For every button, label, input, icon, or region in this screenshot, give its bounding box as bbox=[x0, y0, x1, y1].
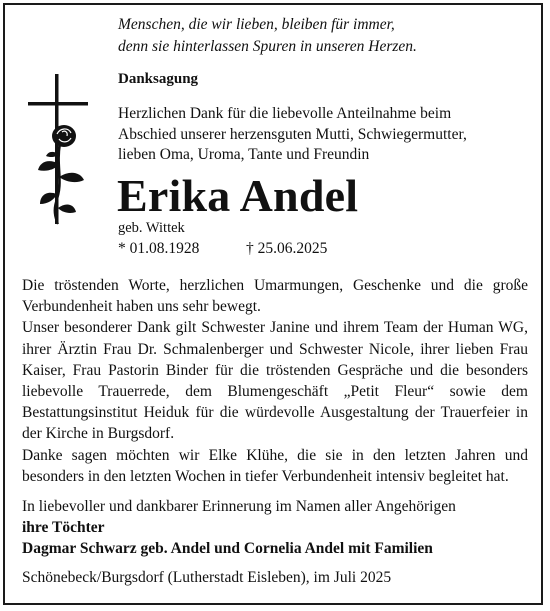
death-date: † 25.06.2025 bbox=[246, 240, 328, 257]
motto-line-1: Menschen, die wir lieben, bleiben für immer, bbox=[118, 16, 395, 33]
life-dates bbox=[118, 240, 328, 258]
intro-text bbox=[118, 104, 538, 166]
body-paragraph-2: Unser besonderer Dank gilt Schwester Janine und ihrem Team der Human WG, ihrer Ärztin Frau Dr. Schmalenberger und Schwester Nicole, ihrer lieben Frau Kaiser, Frau Pastorin Binder für die tröstenden Gespräche und die besonders liebevolle Trauerrede, dem Blumengeschäft „Petit Fleur“ sowie dem Bestattungsinstitut Heiduk für die würdevolle Ausgestaltung der Trauerfeier in der Kirche in Burgsdorf. bbox=[22, 319, 528, 443]
thanks-body bbox=[22, 275, 528, 487]
closing-line-2: ihre Töchter bbox=[22, 519, 105, 536]
body-paragraph-1: Die tröstenden Worte, herzlichen Umarmungen, Geschenke und die große Verbundenheit haben uns sehr bewegt. bbox=[22, 277, 528, 316]
deceased-name: Erika Andel bbox=[117, 170, 359, 221]
intro-line-3: lieben Oma, Uroma, Tante und Freundin bbox=[118, 146, 370, 163]
notice-heading: Danksagung bbox=[118, 71, 199, 87]
motto-quote bbox=[118, 14, 538, 58]
body-paragraph-3: Danke sagen möchten wir Elke Klühe, die sie in den letzten Jahren und besonders in den letzten Wochen in tiefer Verbundenheit intensiv begleitet hat. bbox=[22, 446, 528, 485]
closing-line-1: In liebevoller und dankbarer Erinnerung im Namen aller Angehörigen bbox=[22, 498, 456, 515]
intro-line-1: Herzlichen Dank für die liebevolle Anteilnahme beim bbox=[118, 105, 452, 122]
closing-signature bbox=[22, 496, 528, 559]
intro-line-2: Abschied unserer herzensguten Mutti, Schwiegermutter, bbox=[118, 125, 467, 143]
cross-with-rose-icon bbox=[26, 72, 96, 232]
place-and-date: Schönebeck/Burgsdorf (Lutherstadt Eisleben), im Juli 2025 bbox=[22, 569, 392, 586]
maiden-name: geb. Wittek bbox=[118, 220, 185, 236]
motto-line-2: denn sie hinterlassen Spuren in unseren Herzen. bbox=[118, 38, 417, 55]
birth-date: * 01.08.1928 bbox=[118, 240, 200, 257]
closing-line-3: Dagmar Schwarz geb. Andel und Cornelia Andel mit Familien bbox=[22, 540, 433, 557]
